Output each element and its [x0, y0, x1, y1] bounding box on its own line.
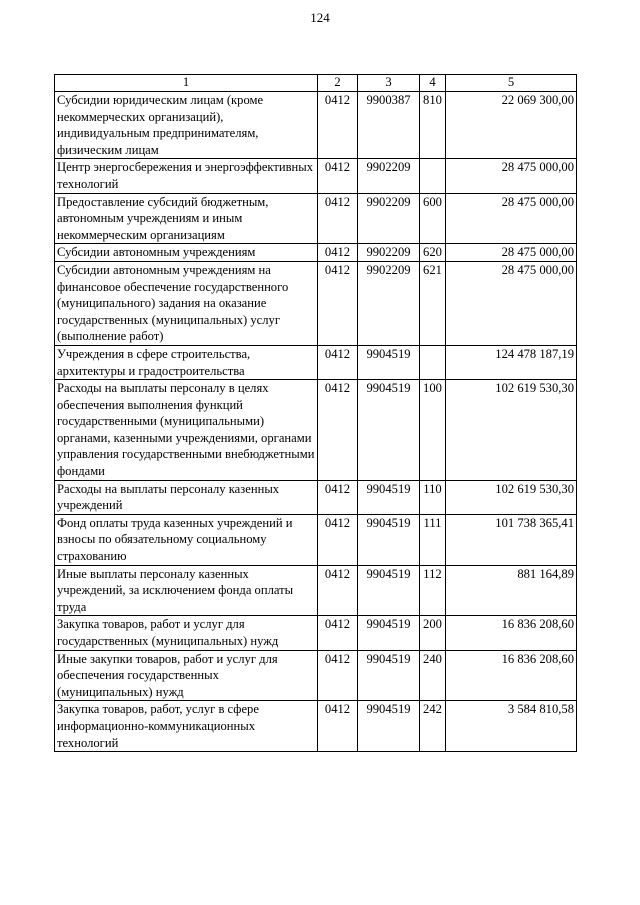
- row-type: 810: [420, 92, 446, 159]
- table-row: [55, 514, 577, 565]
- row-type: 621: [420, 261, 446, 345]
- table-row: [55, 159, 577, 193]
- row-amount: 881 164,89: [446, 565, 577, 616]
- row-type: 111: [420, 514, 446, 565]
- row-section: 0412: [318, 92, 358, 159]
- row-amount: 124 478 187,19: [446, 345, 577, 379]
- row-amount: 28 475 000,00: [446, 193, 577, 244]
- row-name: Закупка товаров, работ, услуг в сфере информационно-коммуникационных технологий: [55, 701, 318, 752]
- row-name: Субсидии автономным учреждениям на финансовое обеспечение государственного (муниципального) задания на оказание государственных (муниципальных) услуг (выполнение работ): [55, 261, 318, 345]
- table-row: [55, 261, 577, 345]
- row-name: Иные выплаты персоналу казенных учреждений, за исключением фонда оплаты труда: [55, 565, 318, 616]
- row-amount: 102 619 530,30: [446, 380, 577, 481]
- table-row: [55, 92, 577, 159]
- header-col-2: 2: [318, 75, 358, 92]
- row-target: 9902209: [358, 193, 420, 244]
- row-name: Предоставление субсидий бюджетным, автономным учреждениям и иным некоммерческим организациям: [55, 193, 318, 244]
- row-type: [420, 159, 446, 193]
- row-section: 0412: [318, 616, 358, 650]
- table-row: [55, 244, 577, 262]
- row-type: 620: [420, 244, 446, 262]
- row-section: 0412: [318, 193, 358, 244]
- table-row: [55, 345, 577, 379]
- row-name: Иные закупки товаров, работ и услуг для обеспечения государственных (муниципальных) нужд: [55, 650, 318, 701]
- row-target: 9902209: [358, 159, 420, 193]
- row-target: 9904519: [358, 514, 420, 565]
- row-amount: 16 836 208,60: [446, 616, 577, 650]
- row-target: 9904519: [358, 616, 420, 650]
- row-amount: 22 069 300,00: [446, 92, 577, 159]
- row-amount: 28 475 000,00: [446, 159, 577, 193]
- row-target: 9904519: [358, 650, 420, 701]
- row-name: Учреждения в сфере строительства, архитектуры и градостроительства: [55, 345, 318, 379]
- row-section: 0412: [318, 345, 358, 379]
- header-col-5: 5: [446, 75, 577, 92]
- row-type: 242: [420, 701, 446, 752]
- header-col-1: 1: [55, 75, 318, 92]
- row-target: 9902209: [358, 261, 420, 345]
- table-row: [55, 650, 577, 701]
- row-target: 9900387: [358, 92, 420, 159]
- row-section: 0412: [318, 159, 358, 193]
- row-amount: 16 836 208,60: [446, 650, 577, 701]
- page-number: 124: [310, 10, 330, 25]
- row-type: 600: [420, 193, 446, 244]
- row-section: 0412: [318, 514, 358, 565]
- row-target: 9904519: [358, 701, 420, 752]
- row-section: 0412: [318, 565, 358, 616]
- row-section: 0412: [318, 244, 358, 262]
- row-name: Субсидии автономным учреждениям: [55, 244, 318, 262]
- row-amount: 3 584 810,58: [446, 701, 577, 752]
- row-type: [420, 345, 446, 379]
- row-name: Закупка товаров, работ и услуг для государственных (муниципальных) нужд: [55, 616, 318, 650]
- budget-table: [54, 74, 577, 752]
- table-row: [55, 565, 577, 616]
- row-amount: 28 475 000,00: [446, 244, 577, 262]
- row-name: Расходы на выплаты персоналу в целях обеспечения выполнения функций государственными (муниципальными) органами, казенными учреждениями, органами управления государственными внебюджетными фондами: [55, 380, 318, 481]
- row-section: 0412: [318, 701, 358, 752]
- table-row: [55, 616, 577, 650]
- row-section: 0412: [318, 261, 358, 345]
- row-section: 0412: [318, 480, 358, 514]
- row-target: 9904519: [358, 345, 420, 379]
- row-amount: 28 475 000,00: [446, 261, 577, 345]
- row-name: Фонд оплаты труда казенных учреждений и взносы по обязательному социальному страхованию: [55, 514, 318, 565]
- row-type: 100: [420, 380, 446, 481]
- table-row: [55, 380, 577, 481]
- row-type: 200: [420, 616, 446, 650]
- header-row: [55, 75, 577, 92]
- row-name: Расходы на выплаты персоналу казенных учреждений: [55, 480, 318, 514]
- row-name: Центр энергосбережения и энергоэффективных технологий: [55, 159, 318, 193]
- row-type: 112: [420, 565, 446, 616]
- row-target: 9902209: [358, 244, 420, 262]
- row-target: 9904519: [358, 480, 420, 514]
- table-row: [55, 701, 577, 752]
- row-amount: 102 619 530,30: [446, 480, 577, 514]
- row-section: 0412: [318, 380, 358, 481]
- row-section: 0412: [318, 650, 358, 701]
- row-target: 9904519: [358, 380, 420, 481]
- row-target: 9904519: [358, 565, 420, 616]
- row-type: 240: [420, 650, 446, 701]
- header-col-3: 3: [358, 75, 420, 92]
- row-type: 110: [420, 480, 446, 514]
- table-row: [55, 480, 577, 514]
- row-amount: 101 738 365,41: [446, 514, 577, 565]
- header-col-4: 4: [420, 75, 446, 92]
- table-row: [55, 193, 577, 244]
- row-name: Субсидии юридическим лицам (кроме некоммерческих организаций), индивидуальным предпринимателям, физическим лицам: [55, 92, 318, 159]
